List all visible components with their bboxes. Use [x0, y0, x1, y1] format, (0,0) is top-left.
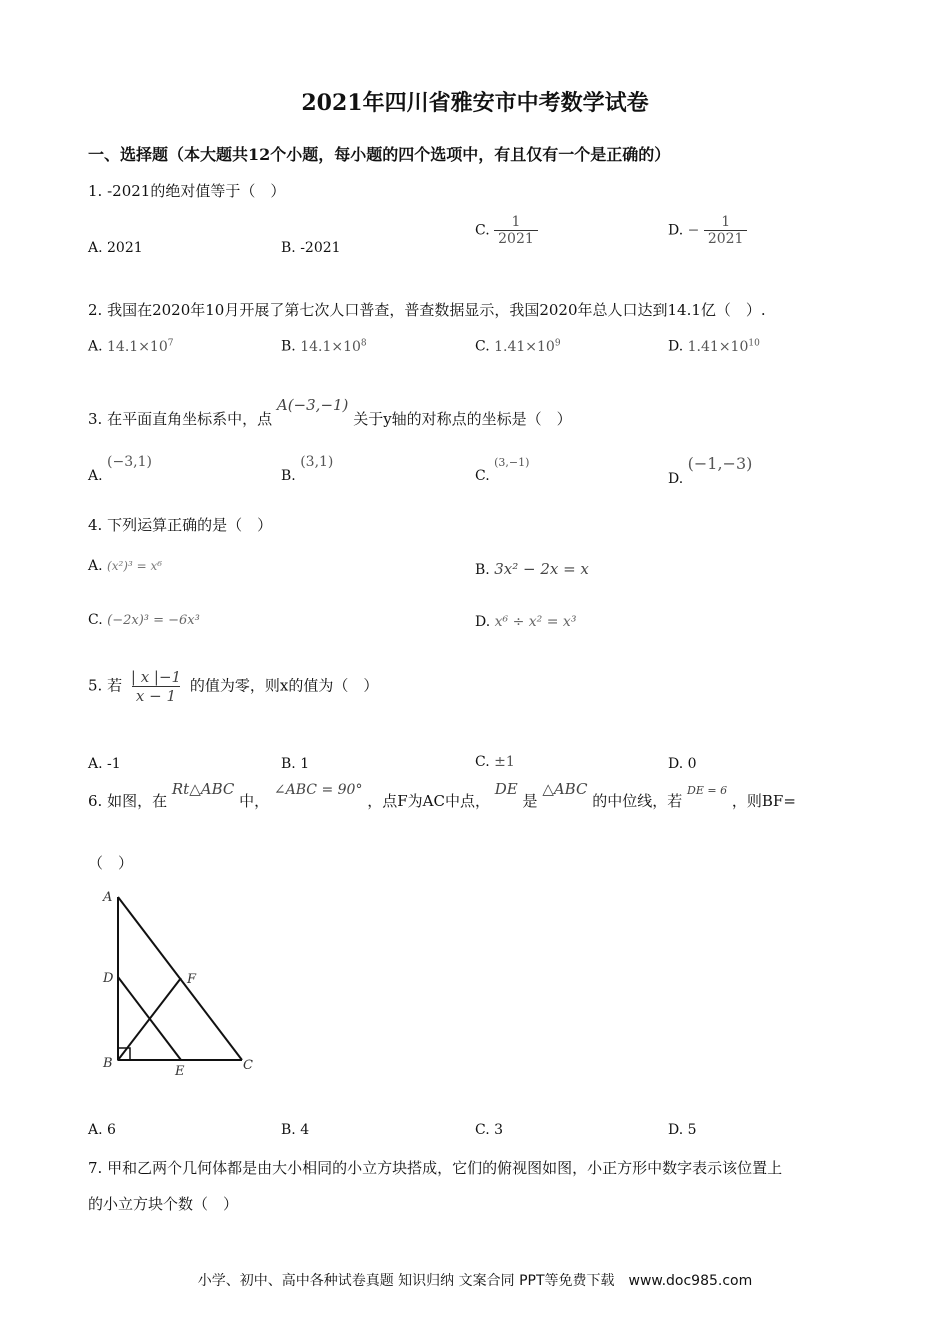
math-expression [494, 339, 560, 355]
question-7-line2: 的小立方块个数（ ） [88, 1195, 239, 1213]
fraction-denominator: 2021 [704, 230, 748, 247]
q1-option-a: A. 2021 [88, 240, 143, 256]
math-expression: (x²)³ = x⁶ [107, 559, 163, 573]
math-expression [300, 339, 366, 355]
triangle-figure [95, 885, 275, 1080]
page-title: 2021年四川省雅安市中考数学试卷 [301, 90, 649, 116]
stem-text: 3. 在平面直角坐标系中，点 [88, 410, 273, 428]
fraction [127, 668, 185, 705]
label-f: F [187, 972, 197, 987]
question-1-stem: 1. -2021的绝对值等于（ ） [88, 182, 286, 200]
q5-option-b: B. 1 [281, 756, 310, 772]
option-label: C. [475, 468, 490, 484]
q2-option-d [668, 338, 760, 355]
q6-option-b: B. 4 [281, 1122, 310, 1138]
math-expression: (−3,1) [107, 454, 152, 470]
footer-text: 小学、初中、高中各种试卷真题 知识归纳 文案合同 PPT等免费下载 www.doc985.com [197, 1273, 753, 1289]
label-e: E [175, 1064, 185, 1079]
base: 1.41×10 [494, 338, 555, 355]
q3-option-d [668, 454, 753, 487]
q2-option-b [281, 338, 367, 355]
math-expression: △ABC [542, 780, 588, 798]
fraction-numerator: | x |−1 [130, 668, 182, 686]
option-label: D. [475, 614, 491, 630]
q5-option-d: D. 0 [668, 756, 697, 772]
stem-text: 中， [239, 792, 270, 810]
option-label: B. [281, 338, 296, 355]
stem-text: 5. 若 [88, 676, 123, 695]
math-expression [688, 339, 760, 355]
q6-option-a: A. 6 [88, 1122, 116, 1138]
fraction [704, 214, 748, 247]
section-heading: 一、选择题（本大题共12个小题，每小题的四个选项中，有且仅有一个是正确的） [88, 145, 671, 164]
question-3-stem [88, 396, 572, 429]
point-a: A(−3,−1) [276, 396, 349, 414]
q2-option-a [88, 338, 173, 355]
stem-text: 是 [522, 792, 538, 810]
math-expression: x⁶ ÷ x² = x³ [494, 614, 577, 630]
label-d: D [103, 971, 114, 986]
q4-option-c [88, 612, 200, 628]
stem-text: ，点F为AC中点， [367, 792, 490, 810]
math-expression: DE [494, 780, 518, 798]
exponent: 8 [360, 338, 367, 348]
math-expression: DE = 6 [687, 784, 728, 797]
option-label: D. [668, 222, 684, 239]
q1-option-c [475, 214, 538, 247]
option-label: B. [475, 562, 490, 578]
q3-option-b [281, 454, 334, 484]
fraction-denominator: 2021 [494, 230, 538, 247]
label-a: A [103, 890, 113, 905]
math-expression: Rt△ABC [171, 780, 235, 798]
math-expression: (−2x)³ = −6x³ [107, 613, 200, 628]
q3-option-a [88, 454, 152, 484]
fraction-denominator: x − 1 [132, 686, 180, 705]
option-label: C. [475, 222, 490, 239]
base: 1.41×10 [687, 338, 749, 355]
question-6-line2: （ ） [88, 854, 134, 872]
fraction-numerator: 1 [721, 214, 731, 230]
option-label: B. [281, 468, 296, 484]
q3-option-c [475, 454, 530, 484]
math-expression: ∠ABC = 90° [273, 782, 363, 798]
math-expression: (3,1) [300, 454, 334, 470]
question-5-stem [88, 668, 378, 705]
math-expression: 3x² − 2x = x [494, 560, 589, 578]
question-2-stem: 2. 我国在2020年10月开展了第七次人口普查，普查数据显示，我国2020年总人口达到14.1亿（ ）. [88, 301, 766, 319]
option-label: D. [668, 338, 684, 355]
fraction [494, 214, 538, 247]
q4-option-b [475, 560, 589, 578]
stem-text: 关于y轴的对称点的坐标是（ ） [353, 410, 572, 428]
q6-option-d: D. 5 [668, 1122, 697, 1138]
option-label: C. [88, 612, 103, 628]
question-7-line1: 7. 甲和乙两个几何体都是由大小相同的小立方块搭成，它们的俯视图如图，小正方形中数字表示该位置上 [88, 1159, 783, 1177]
exponent: 9 [554, 338, 561, 348]
stem-text: ，则BF= [731, 792, 796, 810]
q1-option-d [668, 214, 747, 247]
fraction-numerator: 1 [511, 214, 521, 230]
q6-option-c: C. 3 [475, 1122, 504, 1138]
q4-option-d [475, 614, 576, 630]
minus-sign: − [687, 222, 700, 239]
option-label: A. [88, 468, 103, 484]
math-expression: (−1,−3) [687, 454, 753, 473]
option-label: C. [475, 338, 490, 355]
option-label: C. [475, 754, 490, 770]
math-expression: (3,−1) [494, 456, 530, 469]
q2-option-c [475, 338, 561, 355]
exponent: 7 [167, 338, 174, 348]
stem-text: 6. 如图，在 [88, 792, 168, 810]
q5-option-a: A. -1 [88, 756, 121, 772]
stem-text: 的中位线，若 [592, 792, 683, 810]
base: 14.1×10 [300, 338, 361, 355]
base: 14.1×10 [107, 338, 168, 355]
q1-option-b: B. -2021 [281, 240, 341, 256]
option-label: A. [88, 558, 103, 574]
question-4-stem: 4. 下列运算正确的是（ ） [88, 516, 273, 534]
math-expression [107, 339, 173, 355]
q4-option-a [88, 558, 162, 574]
stem-text: 的值为零，则x的值为（ ） [189, 676, 379, 695]
q5-option-c [475, 754, 515, 770]
exponent: 10 [748, 338, 760, 348]
label-b: B [103, 1056, 113, 1071]
option-label: D. [668, 471, 684, 487]
question-6-stem [88, 780, 796, 811]
math-expression: ±1 [494, 754, 515, 770]
label-c: C [243, 1058, 253, 1073]
option-label: A. [88, 338, 103, 355]
